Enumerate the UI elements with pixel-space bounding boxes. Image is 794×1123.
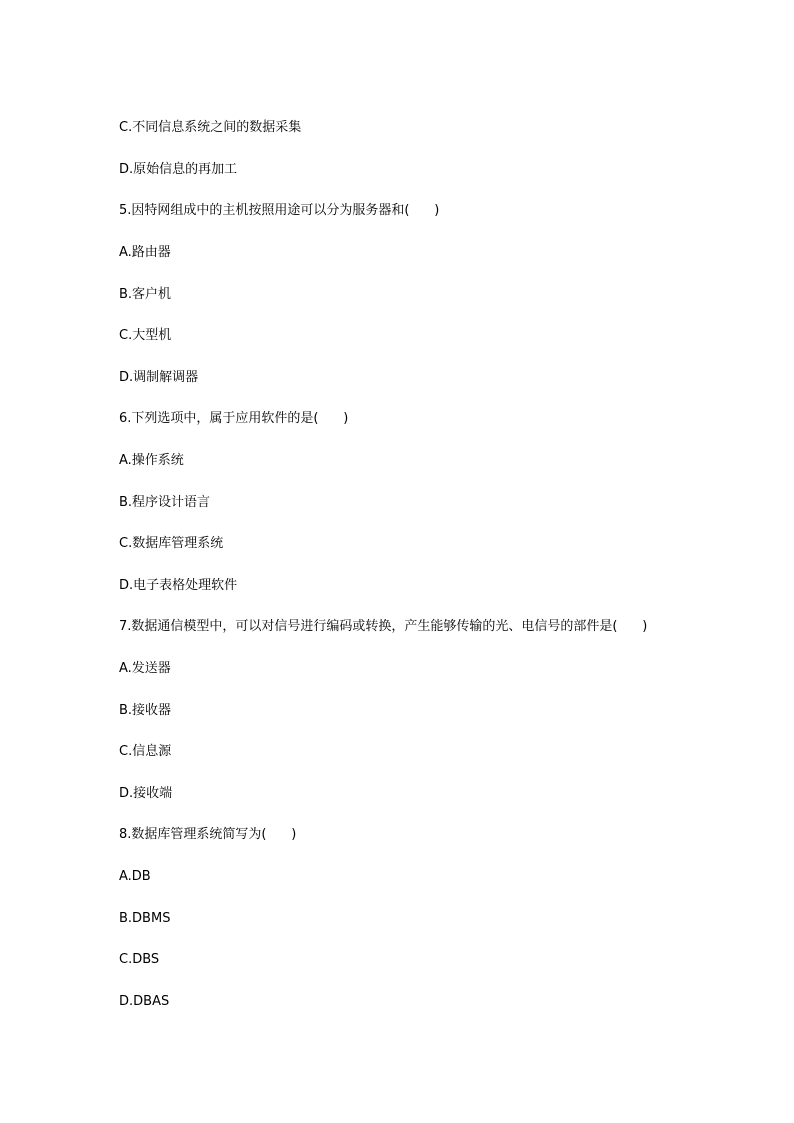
option-4d: D.原始信息的再加工 — [119, 162, 238, 177]
option-5b: B.客户机 — [119, 287, 172, 302]
option-7d: D.接收端 — [119, 786, 173, 801]
option-7b: B.接收器 — [119, 703, 172, 718]
question-7: 7.数据通信模型中，可以对信号进行编码或转换，产生能够传输的光、电信号的部件是( ) — [119, 619, 648, 634]
option-7c: C.信息源 — [119, 744, 172, 759]
option-6d: D.电子表格处理软件 — [119, 578, 238, 593]
option-5a: A.路由器 — [119, 245, 171, 260]
option-8a: A.DB — [119, 869, 151, 884]
option-5c: C.大型机 — [119, 328, 172, 343]
question-8: 8.数据库管理系统简写为( ) — [119, 827, 297, 842]
option-4c: C.不同信息系统之间的数据采集 — [119, 120, 302, 135]
option-6b: B.程序设计语言 — [119, 495, 211, 510]
option-6c: C.数据库管理系统 — [119, 536, 224, 551]
option-7a: A.发送器 — [119, 661, 171, 676]
question-6: 6.下列选项中，属于应用软件的是( ) — [119, 411, 349, 426]
question-5: 5.因特网组成中的主机按照用途可以分为服务器和( ) — [119, 203, 440, 218]
option-8b: B.DBMS — [119, 911, 171, 926]
option-6a: A.操作系统 — [119, 453, 184, 468]
option-5d: D.调制解调器 — [119, 370, 199, 385]
option-8c: C.DBS — [119, 952, 160, 967]
option-8d: D.DBAS — [119, 994, 170, 1009]
